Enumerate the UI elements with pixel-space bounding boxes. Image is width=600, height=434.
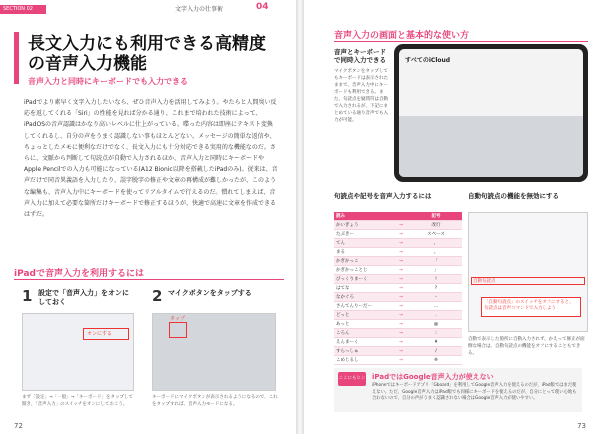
arrow-icon: →: [399, 321, 403, 327]
step-1-label: オンにする: [87, 331, 113, 337]
step-1-number: 1: [22, 287, 33, 305]
table-row: [334, 347, 462, 356]
page-title: 長文入力にも利用できる高精度の音声入力機能: [28, 34, 266, 74]
table-cell-reading: ころん: [336, 331, 350, 336]
table-cell-symbol: .: [435, 312, 437, 318]
table-cell-reading: びっくりまーく: [336, 277, 368, 282]
table-cell-symbol: @: [433, 321, 439, 327]
arrow-icon: →: [399, 303, 403, 309]
screen-title: すべてのiCloud: [405, 57, 451, 64]
table-row: [334, 230, 462, 239]
note-3-body: 自動で表示した箇所に自動入力されず、かえって修正が面倒な場合は、自動句読点の機能をオフにすることもできる。: [468, 337, 585, 356]
right-page: [304, 0, 600, 434]
table-cell-symbol: ※: [434, 357, 438, 363]
table-cell-reading: なかぐろ: [336, 295, 354, 300]
arrow-icon: →: [399, 231, 403, 237]
step-2-label: タップ: [170, 316, 186, 322]
heading-rule: [14, 279, 284, 280]
arrow-icon: →: [399, 267, 403, 273]
tip-box: [334, 368, 582, 412]
table-row: [334, 329, 462, 338]
table-cell-reading: すらっしゅ: [336, 349, 359, 354]
left-page: [0, 0, 296, 434]
note-1-title: 音声とキーボードで同時入力できる: [334, 48, 386, 64]
table-cell-reading: えんまーく: [336, 340, 359, 345]
table-row: [334, 338, 462, 347]
page-subtitle: 音声入力と同時にキーボードでも入力できる: [28, 77, 188, 86]
arrow-icon: →: [399, 240, 403, 246]
step-1-caption: まず「設定」→「一般」→「キーボード」をタップして開き、「音声入力」のスイッチをオンにしておこう。: [22, 395, 134, 407]
table-cell-reading: たぶきー: [336, 232, 354, 237]
step-2-number: 2: [152, 287, 163, 305]
chapter-number: 04: [256, 2, 269, 12]
note-2-title: 句読点や記号を音声入力するには: [334, 192, 432, 200]
tip-title: iPadではGoogle音声入力が使えない: [372, 373, 494, 381]
table-cell-reading: かぎかっことじ: [336, 268, 368, 273]
arrow-icon: →: [399, 249, 403, 255]
table-header: 読み 記号: [334, 212, 462, 221]
title-accent-bar: [14, 32, 19, 84]
section-tag: SECTION 02: [0, 5, 46, 14]
table-cell-symbol: 改行: [431, 223, 441, 228]
table-cell-reading: かいぎょう: [336, 223, 359, 228]
setting-label: 自動句読点: [473, 279, 496, 284]
table-cell-reading: どっと: [336, 313, 350, 318]
table-row: [334, 284, 462, 293]
table-cell-symbol: スペース: [427, 232, 445, 237]
table-cell-symbol: 」: [433, 268, 439, 273]
heading-rule: [334, 41, 588, 42]
note-3-title: 自動句読点の機能を無効にする: [468, 192, 559, 200]
step-1-title: 設定で「音声入力」をオンにしておく: [38, 289, 129, 306]
table-row: [334, 275, 462, 284]
table-cell-reading: かぎかっこ: [336, 259, 359, 264]
table-cell-symbol: …: [433, 303, 439, 309]
chapter-title: 文字入力の仕事術: [175, 6, 224, 13]
step-2-caption: キーボードにマイクボタンが表示されるようになるので、これをタップすれば、音声入力モードになる。: [152, 395, 278, 407]
table-cell-symbol: :: [435, 330, 437, 336]
arrow-icon: →: [399, 357, 403, 363]
section-heading: 音声入力の画面と基本的な使い方: [334, 31, 470, 41]
section-heading: iPadで音声入力を利用するには: [14, 269, 144, 279]
table-row: [334, 221, 462, 230]
table-cell-symbol: 、: [433, 241, 439, 246]
settings-screenshot: [468, 212, 588, 332]
table-cell-reading: さんてんりーだー: [336, 304, 372, 309]
table-row: [334, 356, 462, 365]
table-cell-symbol: ・: [433, 295, 439, 300]
arrow-icon: →: [399, 312, 403, 318]
step-2-screenshot: [152, 313, 276, 391]
table-row: [334, 257, 462, 266]
step-2-title: マイクボタンをタップする: [168, 289, 252, 297]
table-cell-reading: こめじるし: [336, 358, 359, 363]
table-cell-reading: はてな: [336, 286, 350, 291]
note-1-body: マイクボタンをタップしてもキーボードは表示されたままで、音声入力中にキーボードも利用できる。また、句読点を疑問符は自動で入力されるが、下記にまとめている通り音声でも入力が可能。: [334, 69, 388, 123]
table-cell-symbol: ?: [434, 285, 438, 291]
callout: 「自動句読点」のスイッチをオフにすると、句読点は音声コマンドで入力しよう: [481, 297, 581, 317]
table-row: [334, 239, 462, 248]
table-row: [334, 302, 462, 311]
table-cell-reading: あっと: [336, 322, 350, 327]
table-row: [334, 293, 462, 302]
arrow-icon: →: [399, 222, 403, 228]
keyboard-image: [399, 116, 583, 177]
arrow-icon: →: [399, 276, 403, 282]
table-row: [334, 266, 462, 275]
arrow-icon: →: [399, 258, 403, 264]
voice-symbol-table: [334, 212, 462, 365]
page-number: 72: [14, 422, 23, 430]
gutter: [296, 0, 304, 434]
table-row: [334, 248, 462, 257]
tip-body: iPhoneではキーボードアプリ「Gboard」を利用してGoogle音声入力を使えるのだが、iPad版ではまだ使えない。ただ、Google音声入力はiPad版でも同様にキーボードを使えるのだが、自分にとって使い心地も合わないので、自分の声がうまく認識されない場合はGoogle音声入力が使いやすい。: [372, 383, 577, 401]
arrow-icon: →: [399, 285, 403, 291]
page-number: 73: [577, 422, 586, 430]
arrow-icon: →: [399, 330, 403, 336]
tip-badge: ここにもヒント: [338, 372, 366, 386]
arrow-icon: →: [399, 348, 403, 354]
ipad-screenshot: [394, 44, 588, 182]
table-cell-symbol: ¥: [434, 339, 438, 345]
arrow-icon: →: [399, 339, 403, 345]
table-cell-reading: まる: [336, 250, 345, 255]
arrow-icon: →: [399, 294, 403, 300]
mic-highlight: [169, 322, 187, 338]
table-cell-symbol: 「: [433, 259, 439, 264]
table-row: [334, 320, 462, 329]
table-cell-symbol: 。: [433, 250, 439, 255]
body-text: iPadでより素早く文字入力したいなら、ぜひ音声入力を活用してみよう。やたらと人間臭い反応を返してくれる「Siri」の性能を見れば分かる通り、これまで培われた技術によって、iPadOSの音声認識はかなり高いレベルに仕上がっている。喋った内容は即座にテキスト変換してくれるし、自分の声をうまく認識しない事もほとんどない。メッセージの簡単な返信や、ちょっとしたメモに便利なだけでなく、長文入力にも十分対応できる実用的な機能なのだ。さらに、文脈から判断して句読点が自動で入力されるほか、音声入力と同時にキーボードやApple Pencilでの入力も可能になっている(A12 Bionic以降を搭載したiPadのみ)。従来は、音声だけで同音異義語を入力したり、誤字脱字の修正や文章の再構成が難しかったが、このような編集も、音声入力中にキーボードを使ってリアルタイムで行えるのだ。慣れてしまえば、音声入力に加えて必要な箇所だけキーボードで修正するほうが、快適で高速に文章を作成できるはずだ。: [24, 99, 278, 219]
table-cell-reading: てん: [336, 241, 345, 246]
table-cell-symbol: !: [435, 276, 437, 282]
table-row: [334, 311, 462, 320]
table-cell-symbol: /: [435, 348, 437, 354]
step-1-screenshot: [22, 313, 134, 391]
